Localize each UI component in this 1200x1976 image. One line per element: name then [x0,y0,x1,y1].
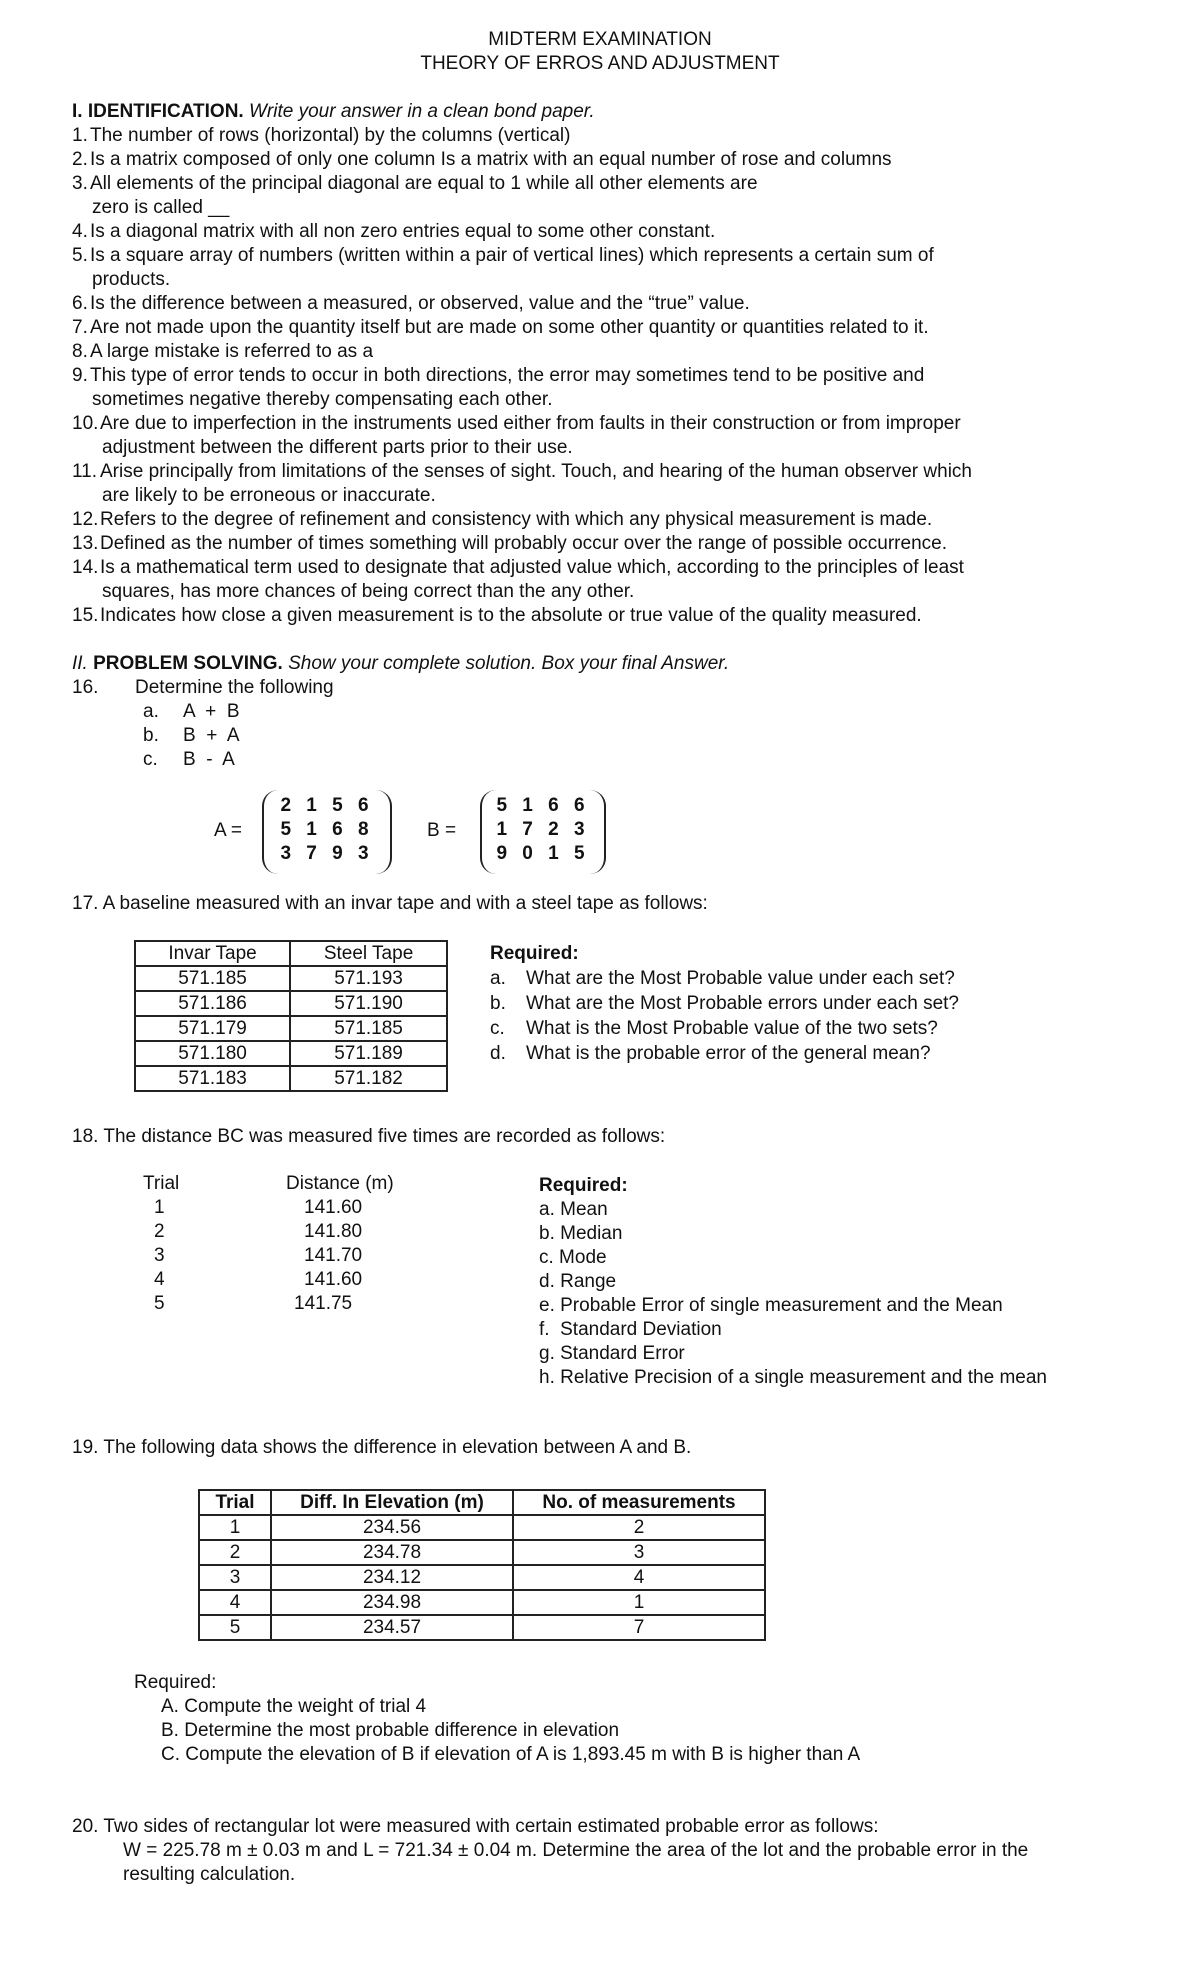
list-item [72,604,972,628]
column-header: Invar Tape [135,941,290,966]
list-item [72,460,972,508]
item-text-line: Refers to the degree of refinement and consistency with which any physical measurement is made. [100,509,933,530]
distance-value: 141.75 [294,1293,353,1314]
item-text-line: adjustment between the different parts prior to their use. [102,437,573,458]
item-text-line: Are not made upon the quantity itself but are made on some other quantity or quantities related to it. [90,317,929,338]
table-cell: 571.193 [290,966,447,991]
part2-instruction: Show your complete solution. Box your final Answer. [288,653,730,674]
column-header: No. of measurements [513,1490,765,1515]
table-row [135,991,447,1016]
table-cell: 1 [199,1515,271,1540]
q17-required [490,941,959,1066]
column-header: Trial [199,1490,271,1515]
list-item [72,316,972,340]
list-item [72,292,972,316]
required-item: h. Relative Precision of a single measurement and the mean [539,1367,1047,1388]
q16-number: 16. [72,677,99,698]
table-row [135,1066,447,1091]
table-cell: 3 [513,1540,765,1565]
item-number: 14. [72,557,99,578]
table-cell: 5 [199,1615,271,1640]
item-number: 15. [72,605,99,626]
item-number: 7. [72,317,88,338]
table-cell: 3 [199,1565,271,1590]
matrix-row: 9 0 1 5 [496,843,590,864]
required-letter: d. [490,1043,506,1064]
list-item [72,172,972,220]
part-letter: c. [143,749,158,770]
list-item [72,364,972,412]
required-letter: b. [490,993,506,1014]
column-header: Steel Tape [290,941,447,966]
required-text: What is the Most Probable value of the two sets? [526,1018,938,1039]
item-text-line: Are due to imperfection in the instruments used either from faults in their construction or from improper [100,413,961,434]
q20-line: 20. Two sides of rectangular lot were measured with certain estimated probable error as follows: [72,1816,879,1837]
table-cell: 234.56 [271,1515,513,1540]
item-number: 12. [72,509,99,530]
q16-text: Determine the following [135,677,334,698]
item-text-line: All elements of the principal diagonal are equal to 1 while all other elements are [90,173,758,194]
table-row [199,1540,765,1565]
required-item [490,1041,959,1066]
required-letter: c. [490,1018,505,1039]
q19-required-label: Required: [134,1672,217,1693]
table-cell: 7 [513,1615,765,1640]
q19-required [161,1695,860,1767]
item-text-line: This type of error tends to occur in both directions, the error may sometimes tend to be positive and [90,365,925,386]
q18-text: 18. The distance BC was measured five times are recorded as follows: [72,1126,666,1147]
table-cell: 234.78 [271,1540,513,1565]
required-item: f. Standard Deviation [539,1319,722,1340]
part2-heading: PROBLEM SOLVING. [93,653,283,674]
required-item: d. Range [539,1271,617,1292]
table-cell: 234.12 [271,1565,513,1590]
table-header-row [135,941,447,966]
part-text: B + A [183,725,240,746]
table-cell: 571.182 [290,1066,447,1091]
q16-part [143,724,240,748]
list-item [72,148,972,172]
distance-value: 141.60 [304,1197,363,1218]
item-text-line: Is a mathematical term used to designate that adjusted value which, according to the principles of least [100,557,964,578]
table-row [199,1565,765,1590]
matrix-row: 5 1 6 6 [496,795,590,816]
matrix-row: 1 7 2 3 [496,819,590,840]
item-text-line: zero is called __ [92,197,230,218]
required-item: C. Compute the elevation of B if elevation of A is 1,893.45 m with B is higher than A [161,1744,861,1765]
item-text-line: Is a matrix composed of only one column Is a matrix with an equal number of rose and columns [90,149,892,170]
required-item: e. Probable Error of single measurement and the Mean [539,1295,1003,1316]
list-item [72,532,972,556]
q19-text: 19. The following data shows the difference in elevation between A and B. [72,1437,692,1458]
item-number: 8. [72,341,88,362]
item-text-line: Indicates how close a given measurement is to the absolute or true value of the quality measured. [100,605,922,626]
part-letter: b. [143,725,159,746]
table-cell: 234.57 [271,1615,513,1640]
item-number: 1. [72,125,88,146]
table-row [199,1515,765,1540]
table-cell: 4 [513,1565,765,1590]
required-item [490,991,959,1016]
table-cell: 571.186 [135,991,290,1016]
q20-line: W = 225.78 m ± 0.03 m and L = 721.34 ± 0.04 m. Determine the area of the lot and the probable error in the [123,1840,1029,1861]
q17-required-label: Required: [490,943,579,964]
table-cell: 571.183 [135,1066,290,1091]
item-text-line: are likely to be erroneous or inaccurate. [102,485,436,506]
item-text-line: Is the difference between a measured, or observed, value and the “true” value. [90,293,750,314]
item-number: 3. [72,173,88,194]
matrix-row: 2 1 5 6 [280,795,374,816]
list-item [72,340,972,364]
required-text: What is the probable error of the general mean? [526,1043,931,1064]
table-row [135,1041,447,1066]
item-text-line: Arise principally from limitations of the senses of sight. Touch, and hearing of the human observer which [100,461,972,482]
list-item [72,412,972,460]
trial-number: 3 [154,1245,165,1266]
matrix-a-label: A = [214,820,242,841]
required-item: a. Mean [539,1199,608,1220]
exam-title: MIDTERM EXAMINATION [488,29,712,50]
table-row [199,1615,765,1640]
q18-distances [294,1196,363,1316]
item-text-line: Is a diagonal matrix with all non zero entries equal to some other constant. [90,221,716,242]
table-cell: 4 [199,1590,271,1615]
table-cell: 571.190 [290,991,447,1016]
q16-part [143,748,240,772]
table-row [135,966,447,991]
table-cell: 234.98 [271,1590,513,1615]
item-number: 6. [72,293,88,314]
required-item: c. Mode [539,1247,607,1268]
list-item [72,124,972,148]
required-item [490,966,959,991]
part-letter: a. [143,701,159,722]
table-cell: 1 [513,1590,765,1615]
required-letter: a. [490,968,506,989]
item-text-line: A large mistake is referred to as a [90,341,374,362]
trial-number: 4 [154,1269,165,1290]
required-item: b. Median [539,1223,623,1244]
item-text-line: products. [92,269,171,290]
q16-parts [143,700,240,772]
item-text-line: Is a square array of numbers (written within a pair of vertical lines) which represents a certain sum of [90,245,934,266]
table-cell: 571.180 [135,1041,290,1066]
list-item [72,220,972,244]
matrix-row: 5 1 6 8 [280,819,374,840]
item-text-line: Defined as the number of times something will probably occur over the range of possible occurrence. [100,533,947,554]
item-number: 11. [72,461,98,482]
item-text-line: squares, has more chances of being correct than the any other. [102,581,635,602]
table-cell: 571.179 [135,1016,290,1041]
item-number: 10. [72,413,99,434]
list-item [72,556,972,604]
distance-value: 141.60 [304,1269,363,1290]
required-text: What are the Most Probable value under each set? [526,968,955,989]
list-item [72,244,972,292]
item-number: 5. [72,245,88,266]
q18-trial-header: Trial [143,1173,180,1194]
trial-number: 1 [154,1197,165,1218]
identification-list [72,124,972,628]
column-header: Diff. In Elevation (m) [271,1490,513,1515]
matrix-b [480,790,606,874]
item-text-line: sometimes negative thereby compensating each other. [92,389,553,410]
q18-required-label: Required: [539,1175,628,1196]
table-cell: 571.189 [290,1041,447,1066]
part-text: B - A [183,749,235,770]
distance-value: 141.70 [304,1245,363,1266]
q18-trials [154,1196,165,1316]
matrix-a [262,790,392,874]
matrix-row: 3 7 9 3 [280,843,374,864]
q16-part [143,700,240,724]
table-row [199,1590,765,1615]
table-row [135,1016,447,1041]
table-cell: 571.185 [135,966,290,991]
q18-required [539,1174,1047,1390]
q17-table [134,940,448,1092]
q19-table [198,1489,766,1641]
table-cell: 571.185 [290,1016,447,1041]
required-item: B. Determine the most probable difference in elevation [161,1720,620,1741]
item-number: 4. [72,221,88,242]
q18-distance-header: Distance (m) [286,1173,394,1194]
table-header-row [199,1490,765,1515]
part1-instruction: Write your answer in a clean bond paper. [248,101,595,122]
matrix-b-label: B = [427,820,457,841]
list-item [72,508,972,532]
part-text: A + B [183,701,240,722]
exam-subtitle: THEORY OF ERROS AND ADJUSTMENT [420,53,780,74]
required-item [490,1016,959,1041]
trial-number: 2 [154,1221,165,1242]
table-cell: 2 [199,1540,271,1565]
item-number: 9. [72,365,88,386]
required-item: A. Compute the weight of trial 4 [161,1696,427,1717]
trial-number: 5 [154,1293,165,1314]
item-number: 2. [72,149,88,170]
q20-line: resulting calculation. [123,1864,296,1885]
table-cell: 2 [513,1515,765,1540]
required-item: g. Standard Error [539,1343,685,1364]
part2-heading-row [72,652,729,676]
part2-heading-prefix: II. [72,653,88,674]
part1-heading-row [72,100,595,124]
distance-value: 141.80 [304,1221,363,1242]
q17-text: 17. A baseline measured with an invar tape and with a steel tape as follows: [72,893,708,914]
part1-heading: I. IDENTIFICATION. [72,101,244,122]
item-number: 13. [72,533,99,554]
q20 [72,1815,1028,1887]
item-text-line: The number of rows (horizontal) by the columns (vertical) [90,125,571,146]
required-text: What are the Most Probable errors under each set? [526,993,960,1014]
